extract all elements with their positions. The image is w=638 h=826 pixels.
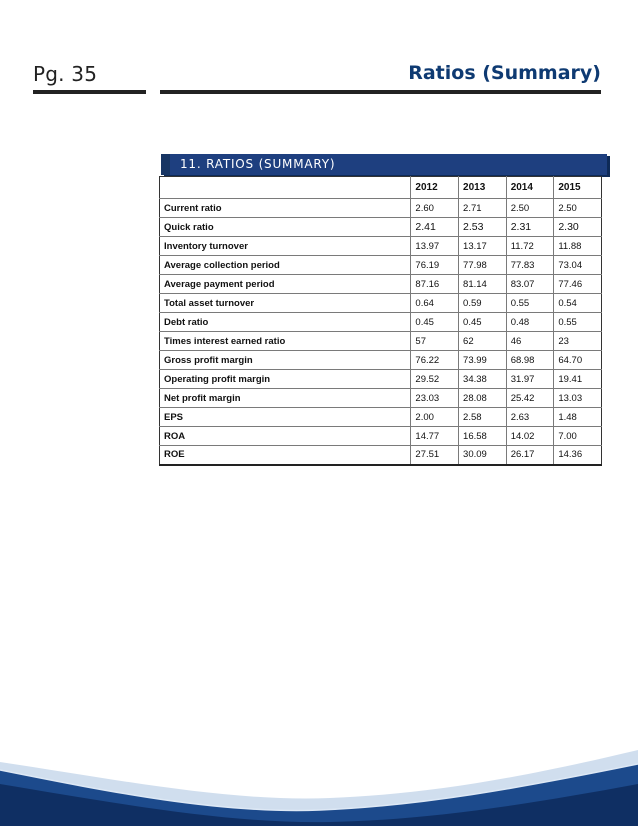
header-rule-right: [160, 90, 601, 94]
table-cell: 2.60: [411, 199, 459, 218]
table-cell: 13.97: [411, 237, 459, 256]
section-title: 11. RATIOS (SUMMARY): [180, 157, 336, 171]
table-row: [160, 218, 602, 237]
table-cell: 13.17: [459, 237, 507, 256]
table-row: [160, 427, 602, 446]
table-row: [160, 294, 602, 313]
page-title: Ratios (Summary): [408, 62, 601, 84]
table-cell: 13.03: [554, 389, 602, 408]
header-rule-left: [33, 90, 146, 94]
table-cell: 0.54: [554, 294, 602, 313]
column-header: [160, 177, 411, 199]
table-cell: 2.41: [411, 218, 459, 237]
table-cell: 2.63: [506, 408, 554, 427]
table-cell: 2.50: [506, 199, 554, 218]
table-cell: 64.70: [554, 351, 602, 370]
row-label: Inventory turnover: [160, 237, 411, 256]
table-cell: 34.38: [459, 370, 507, 389]
row-label: Average payment period: [160, 275, 411, 294]
table-cell: 2.71: [459, 199, 507, 218]
row-label: Total asset turnover: [160, 294, 411, 313]
table-cell: 2.00: [411, 408, 459, 427]
table-cell: 2.58: [459, 408, 507, 427]
table-row: [160, 256, 602, 275]
table-cell: 62: [459, 332, 507, 351]
table-row: [160, 370, 602, 389]
table-cell: 31.97: [506, 370, 554, 389]
table-cell: 11.88: [554, 237, 602, 256]
table-cell: 27.51: [411, 446, 459, 465]
column-header: 2012: [411, 177, 459, 199]
table-cell: 73.99: [459, 351, 507, 370]
table-cell: 81.14: [459, 275, 507, 294]
table-cell: 77.98: [459, 256, 507, 275]
table-row: [160, 199, 602, 218]
row-label: EPS: [160, 408, 411, 427]
table-row: [160, 389, 602, 408]
table-cell: 68.98: [506, 351, 554, 370]
table-cell: 26.17: [506, 446, 554, 465]
table-cell: 14.02: [506, 427, 554, 446]
table-row: [160, 237, 602, 256]
table-cell: 2.53: [459, 218, 507, 237]
table-cell: 0.45: [411, 313, 459, 332]
table-cell: 0.55: [554, 313, 602, 332]
table-cell: 30.09: [459, 446, 507, 465]
table-row: [160, 275, 602, 294]
table-cell: 0.59: [459, 294, 507, 313]
table-row: [160, 408, 602, 427]
table-cell: 23: [554, 332, 602, 351]
row-label: ROA: [160, 427, 411, 446]
table-cell: 0.45: [459, 313, 507, 332]
row-label: Average collection period: [160, 256, 411, 275]
table-header-row: [160, 177, 602, 199]
table-row: [160, 332, 602, 351]
table-cell: 14.77: [411, 427, 459, 446]
footer-swoosh-decoration: [0, 740, 638, 826]
row-label: Net profit margin: [160, 389, 411, 408]
table-cell: 2.30: [554, 218, 602, 237]
table-cell: 14.36: [554, 446, 602, 465]
row-label: Quick ratio: [160, 218, 411, 237]
table-cell: 25.42: [506, 389, 554, 408]
table-cell: 29.52: [411, 370, 459, 389]
section-banner: [161, 154, 607, 175]
table-cell: 0.55: [506, 294, 554, 313]
page-number: Pg. 35: [33, 62, 98, 86]
table-cell: 1.48: [554, 408, 602, 427]
table-cell: 0.64: [411, 294, 459, 313]
table-cell: 83.07: [506, 275, 554, 294]
column-header: 2015: [554, 177, 602, 199]
table-cell: 77.83: [506, 256, 554, 275]
table-cell: 16.58: [459, 427, 507, 446]
table-row: [160, 313, 602, 332]
row-label: Gross profit margin: [160, 351, 411, 370]
table-cell: 87.16: [411, 275, 459, 294]
column-header: 2014: [506, 177, 554, 199]
row-label: Debt ratio: [160, 313, 411, 332]
table-row: [160, 446, 602, 465]
table-cell: 46: [506, 332, 554, 351]
row-label: Current ratio: [160, 199, 411, 218]
column-header: 2013: [459, 177, 507, 199]
table-row: [160, 351, 602, 370]
table-cell: 23.03: [411, 389, 459, 408]
row-label: ROE: [160, 446, 411, 465]
table-cell: 28.08: [459, 389, 507, 408]
row-label: Times interest earned ratio: [160, 332, 411, 351]
table-cell: 2.50: [554, 199, 602, 218]
table-cell: 19.41: [554, 370, 602, 389]
table-cell: 57: [411, 332, 459, 351]
table-cell: 76.19: [411, 256, 459, 275]
table-cell: 77.46: [554, 275, 602, 294]
table-cell: 2.31: [506, 218, 554, 237]
table-cell: 7.00: [554, 427, 602, 446]
row-label: Operating profit margin: [160, 370, 411, 389]
table-cell: 76.22: [411, 351, 459, 370]
table-cell: 0.48: [506, 313, 554, 332]
table-cell: 73.04: [554, 256, 602, 275]
table-cell: 11.72: [506, 237, 554, 256]
ratios-table: [159, 176, 602, 466]
